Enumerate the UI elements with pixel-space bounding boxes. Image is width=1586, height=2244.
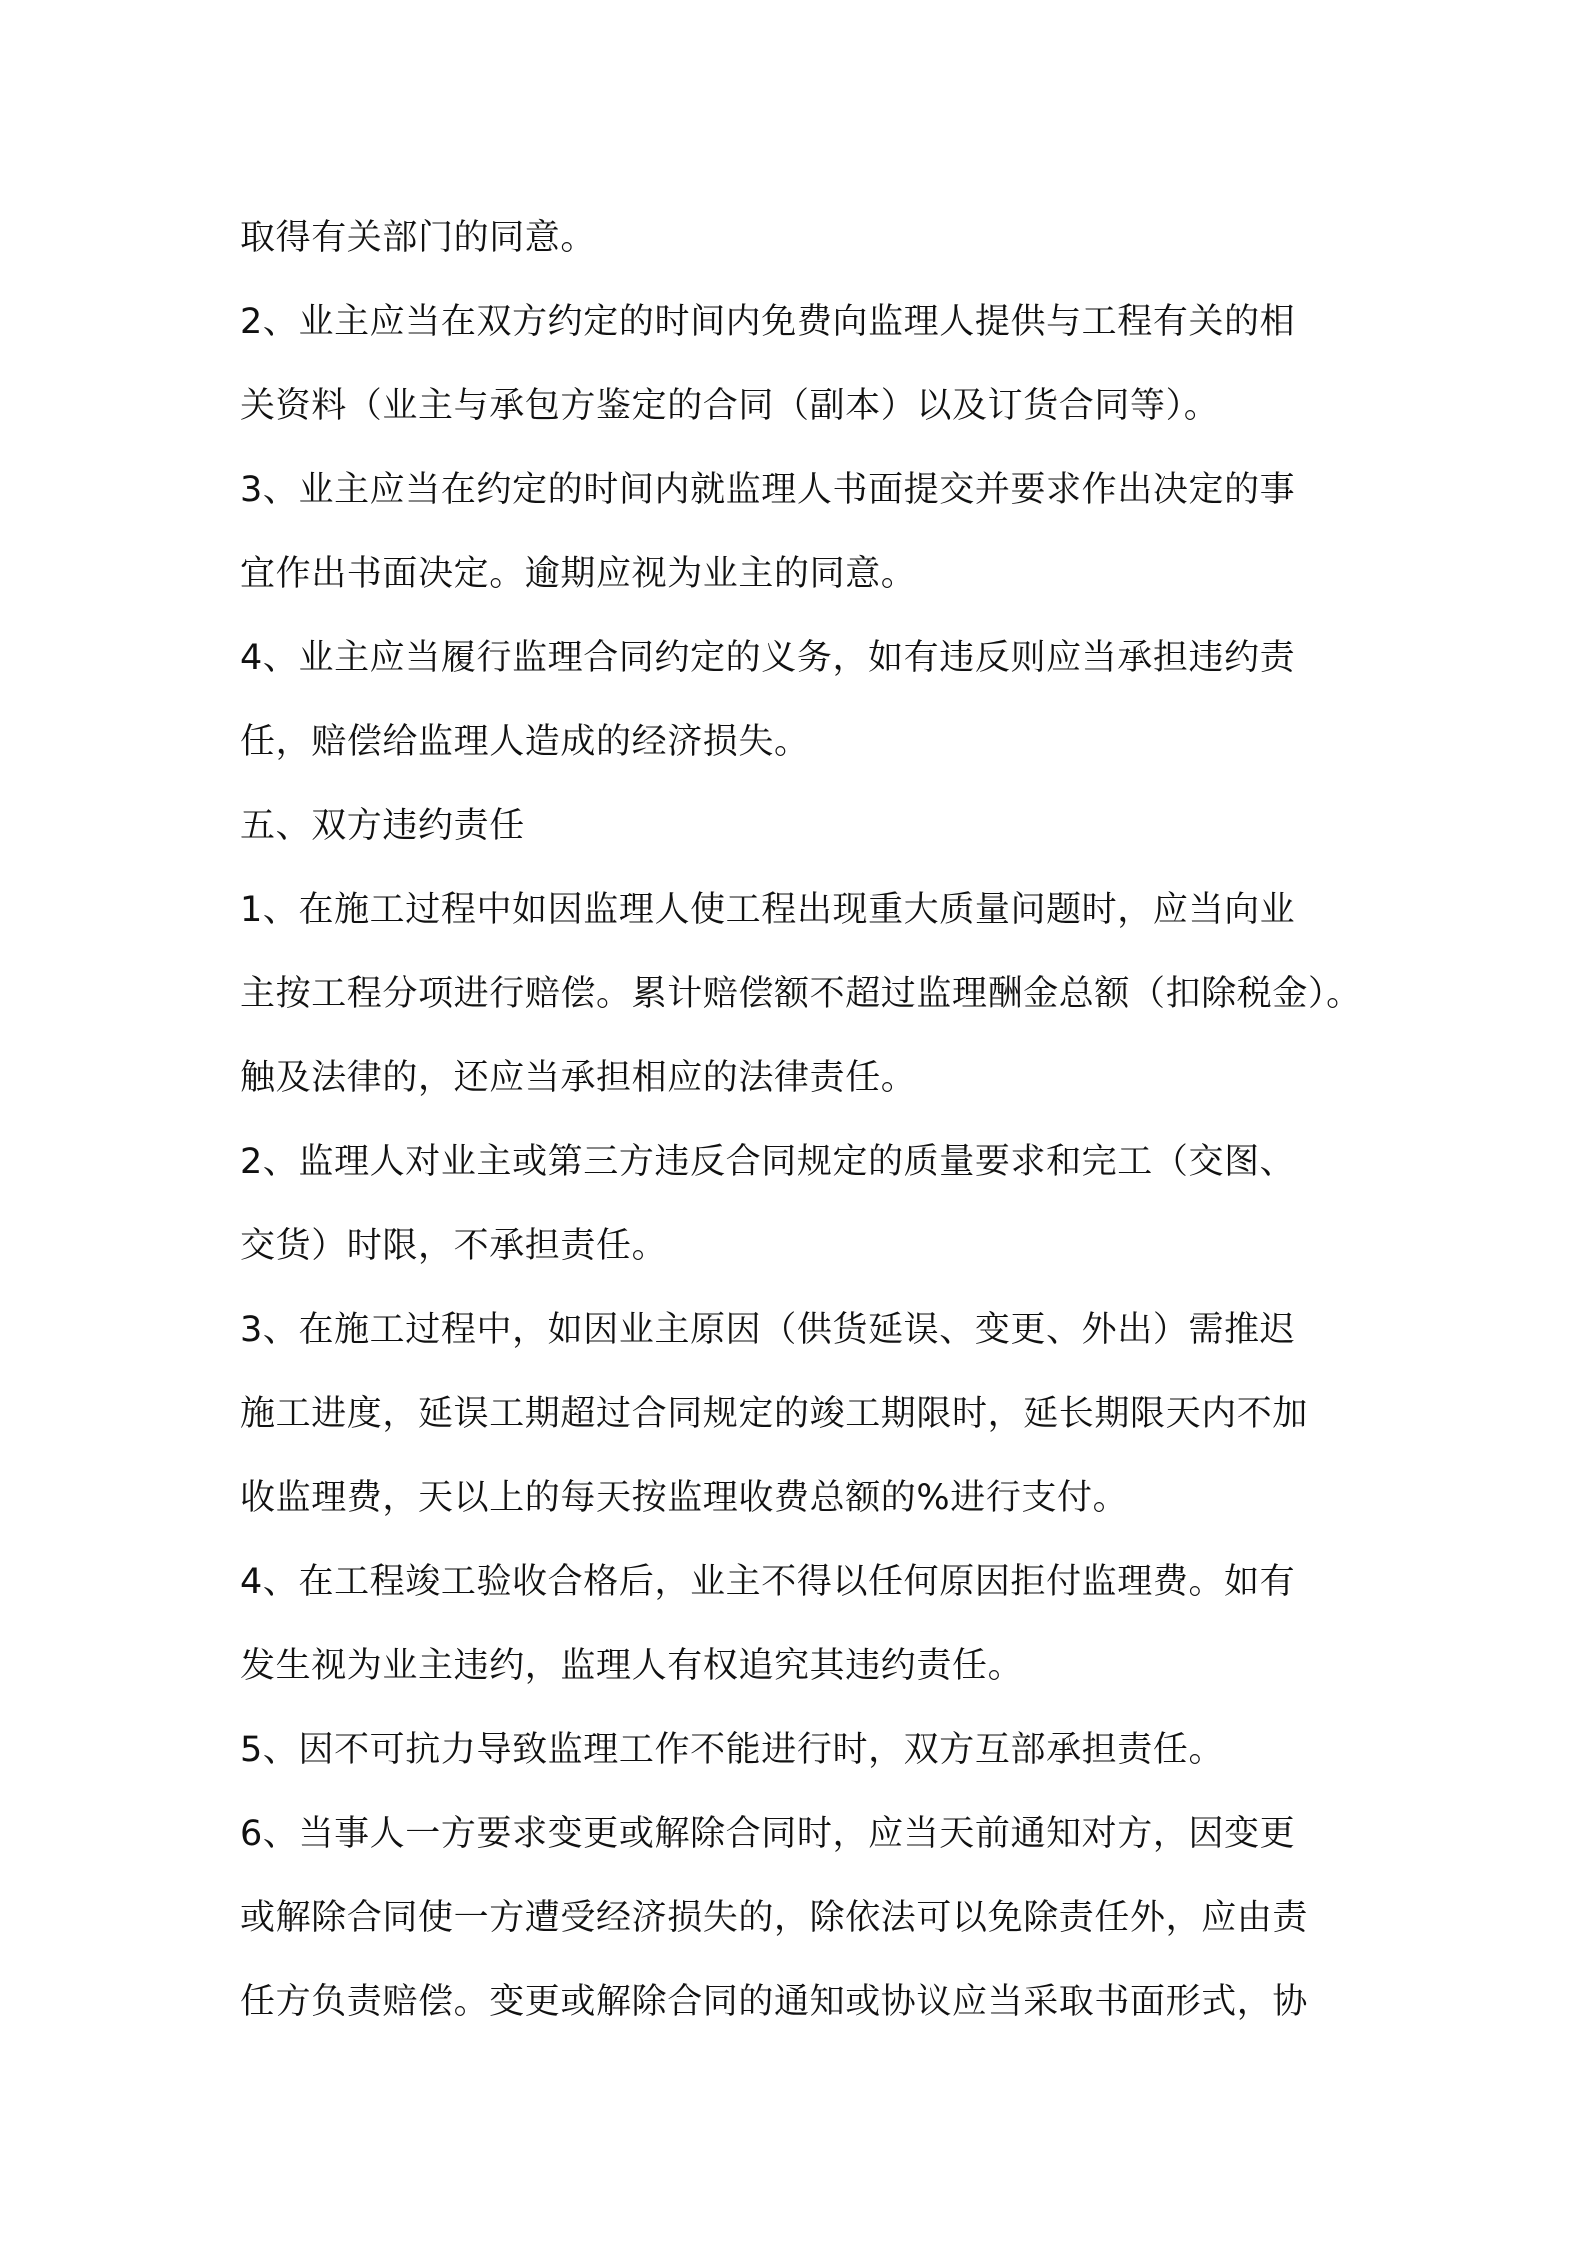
text-line: 或解除合同使一方遭受经济损失的，除依法可以免除责任外，应由责 bbox=[240, 1898, 1309, 1938]
text-line: 发生视为业主违约，监理人有权追究其违约责任。 bbox=[240, 1646, 1024, 1686]
section-heading: 五、双方违约责任 bbox=[240, 806, 525, 846]
text-line: 1、在施工过程中如因监理人使工程出现重大质量问题时，应当向业 bbox=[240, 890, 1296, 930]
text-line: 3、业主应当在约定的时间内就监理人书面提交并要求作出决定的事 bbox=[240, 470, 1296, 510]
text-line: 主按工程分项进行赔偿。累计赔偿额不超过监理酬金总额（扣除税金）。 bbox=[240, 974, 1362, 1014]
text-line: 交货）时限，不承担责任。 bbox=[240, 1226, 668, 1266]
text-line: 2、监理人对业主或第三方违反合同规定的质量要求和完工（交图、 bbox=[240, 1142, 1296, 1182]
text-line: 触及法律的，还应当承担相应的法律责任。 bbox=[240, 1058, 917, 1098]
text-line: 取得有关部门的同意。 bbox=[240, 218, 597, 258]
text-line: 4、在工程竣工验收合格后，业主不得以任何原因拒付监理费。如有 bbox=[240, 1562, 1296, 1602]
text-line: 3、在施工过程中，如因业主原因（供货延误、变更、外出）需推迟 bbox=[240, 1310, 1296, 1350]
text-line: 5、因不可抗力导致监理工作不能进行时，双方互部承担责任。 bbox=[240, 1730, 1225, 1770]
text-line: 4、业主应当履行监理合同约定的义务，如有违反则应当承担违约责 bbox=[240, 638, 1296, 678]
text-line: 关资料（业主与承包方鉴定的合同（副本）以及订货合同等）。 bbox=[240, 386, 1220, 426]
text-line: 收监理费，天以上的每天按监理收费总额的%进行支付。 bbox=[240, 1478, 1129, 1518]
text-line: 2、业主应当在双方约定的时间内免费向监理人提供与工程有关的相 bbox=[240, 302, 1296, 342]
body-text bbox=[240, 196, 1370, 2044]
text-line: 6、当事人一方要求变更或解除合同时，应当天前通知对方，因变更 bbox=[240, 1814, 1296, 1854]
text-line: 任，赔偿给监理人造成的经济损失。 bbox=[240, 722, 810, 762]
text-line: 宜作出书面决定。逾期应视为业主的同意。 bbox=[240, 554, 917, 594]
text-line: 任方负责赔偿。变更或解除合同的通知或协议应当采取书面形式，协 bbox=[240, 1982, 1309, 2022]
text-line: 施工进度，延误工期超过合同规定的竣工期限时，延长期限天内不加 bbox=[240, 1394, 1309, 1434]
